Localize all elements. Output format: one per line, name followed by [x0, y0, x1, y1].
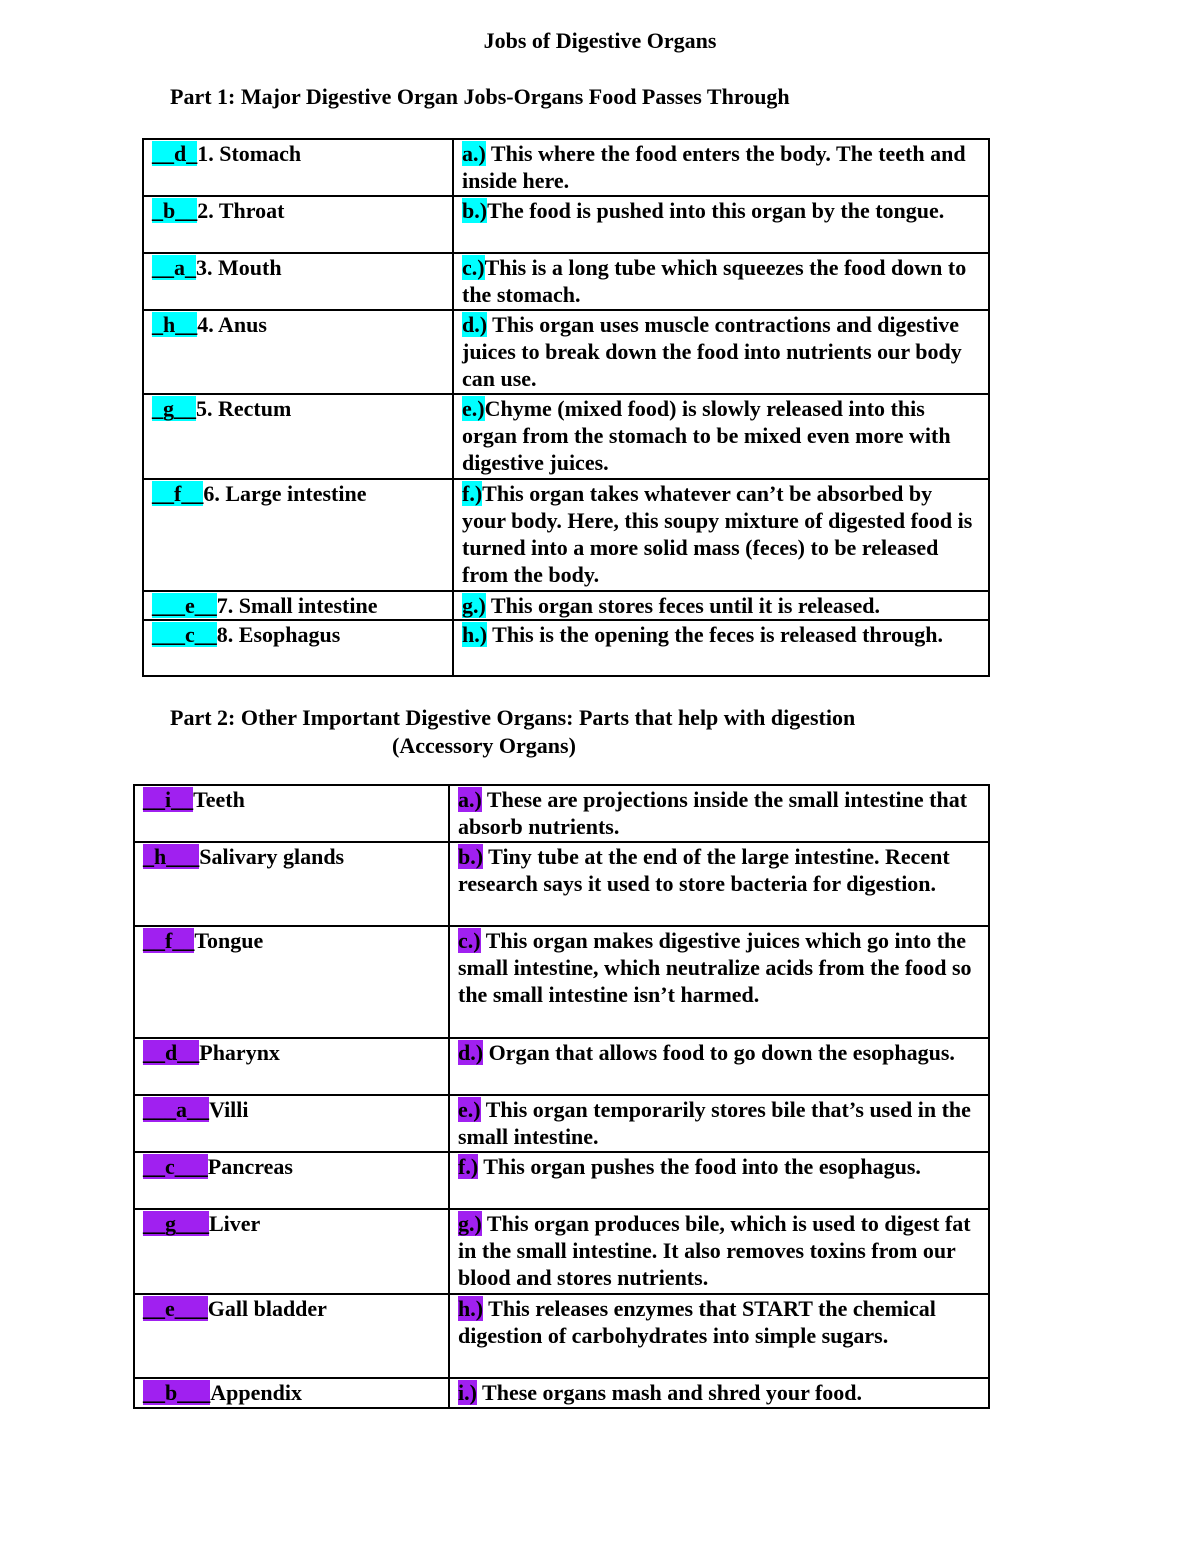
- organ-cell: [134, 926, 449, 1038]
- table-row: [143, 310, 989, 394]
- table-row: [134, 926, 989, 1038]
- option-letter: c.): [462, 255, 485, 280]
- option-letter: f.): [462, 481, 483, 506]
- option-description: This is a long tube which squeezes the food down to the stomach.: [462, 255, 967, 307]
- table-row: [134, 842, 989, 926]
- part1-table-body: [143, 139, 989, 676]
- option-description: The food is pushed into this organ by the tongue.: [487, 198, 945, 223]
- answer-blank[interactable]: __e___: [143, 1296, 208, 1321]
- option-description: Tiny tube at the end of the large intestine. Recent research says it used to store bacteria for digestion.: [458, 844, 950, 896]
- part1-heading: Part 1: Major Digestive Organ Jobs-Organs Food Passes Through: [170, 84, 790, 109]
- organ-label: 2. Throat: [197, 198, 285, 223]
- table-row: [143, 139, 989, 196]
- table-row: [134, 1038, 989, 1095]
- organ-label: 4. Anus: [197, 312, 267, 337]
- organ-cell: [134, 842, 449, 926]
- option-letter: f.): [458, 1154, 479, 1179]
- answer-blank[interactable]: ___e__: [152, 593, 217, 618]
- table-row: [134, 1095, 989, 1152]
- description-cell: [449, 785, 989, 842]
- answer-blank[interactable]: _g__: [152, 396, 196, 421]
- description-cell: [453, 310, 989, 394]
- option-letter: e.): [458, 1097, 481, 1122]
- organ-cell: [143, 620, 453, 676]
- organ-cell: [143, 394, 453, 479]
- table-row: [134, 1294, 989, 1378]
- option-description: This organ uses muscle contractions and digestive juices to break down the food into nutrients our body can use.: [462, 312, 962, 391]
- organ-label: 7. Small intestine: [216, 593, 378, 618]
- option-description: Organ that allows food to go down the esophagus.: [483, 1040, 955, 1065]
- page-title: Jobs of Digestive Organs: [483, 28, 717, 53]
- option-letter: i.): [458, 1380, 477, 1405]
- organ-cell: [134, 1209, 449, 1294]
- description-cell: [449, 1038, 989, 1095]
- organ-label: Appendix: [210, 1380, 302, 1405]
- option-description: Chyme (mixed food) is slowly released into this organ from the stomach to be mixed even more with digestive juices.: [462, 396, 951, 475]
- organ-label: Pancreas: [207, 1154, 293, 1179]
- organ-cell: [143, 253, 453, 310]
- organ-cell: [143, 310, 453, 394]
- description-cell: [453, 253, 989, 310]
- description-cell: [453, 591, 989, 620]
- answer-blank[interactable]: ___a__: [143, 1097, 209, 1122]
- answer-blank[interactable]: _b__: [152, 198, 198, 223]
- answer-blank[interactable]: __d__: [143, 1040, 200, 1065]
- table-row: [143, 196, 989, 253]
- organ-label: Gall bladder: [207, 1296, 327, 1321]
- answer-blank[interactable]: __g___: [143, 1211, 209, 1236]
- option-letter: g.): [462, 593, 486, 618]
- description-cell: [449, 842, 989, 926]
- organ-label: Pharynx: [199, 1040, 280, 1065]
- organ-label: 8. Esophagus: [216, 622, 341, 647]
- answer-blank[interactable]: __d_: [152, 141, 198, 166]
- option-letter: d.): [462, 312, 488, 337]
- part2-table: [133, 784, 990, 1409]
- organ-cell: [134, 1378, 449, 1408]
- option-description: This organ takes whatever can’t be absorbed by your body. Here, this soupy mixture of digested food is turned into a more solid mass (feces) to be released from the body.: [462, 481, 973, 587]
- answer-blank[interactable]: _h__: [152, 312, 198, 337]
- description-cell: [449, 1294, 989, 1378]
- organ-label: Teeth: [193, 787, 245, 812]
- part2-heading: [170, 704, 970, 760]
- organ-cell: [134, 1152, 449, 1209]
- description-cell: [453, 196, 989, 253]
- description-cell: [449, 1095, 989, 1152]
- organ-label: 6. Large intestine: [203, 481, 367, 506]
- option-description: This organ pushes the food into the esophagus.: [478, 1154, 921, 1179]
- option-letter: b.): [458, 844, 484, 869]
- organ-cell: [143, 479, 453, 591]
- organ-cell: [134, 1294, 449, 1378]
- option-letter: e.): [462, 396, 485, 421]
- organ-label: Liver: [209, 1211, 261, 1236]
- answer-blank[interactable]: ___c__: [152, 622, 217, 647]
- answer-blank[interactable]: __c___: [143, 1154, 208, 1179]
- option-description: These are projections inside the small intestine that absorb nutrients.: [458, 787, 968, 839]
- organ-cell: [134, 1095, 449, 1152]
- table-row: [143, 394, 989, 479]
- organ-cell: [134, 1038, 449, 1095]
- organ-label: 5. Rectum: [196, 396, 292, 421]
- part2-heading-line2: (Accessory Organs): [392, 733, 576, 758]
- option-description: This organ stores feces until it is released.: [485, 593, 880, 618]
- option-letter: g.): [458, 1211, 482, 1236]
- option-description: This organ produces bile, which is used to digest fat in the small intestine. It also removes toxins from our blood and stores nutrients.: [458, 1211, 971, 1290]
- description-cell: [453, 620, 989, 676]
- table-row: [134, 1378, 989, 1408]
- answer-blank[interactable]: __i__: [143, 787, 194, 812]
- table-row: [134, 785, 989, 842]
- part2-table-body: [134, 785, 989, 1408]
- organ-label: 1. Stomach: [197, 141, 302, 166]
- organ-label: Salivary glands: [199, 844, 345, 869]
- organ-label: Villi: [209, 1097, 249, 1122]
- part2-heading-line1: Part 2: Other Important Digestive Organs: Parts that help with digestion: [170, 705, 856, 730]
- description-cell: [449, 1152, 989, 1209]
- option-description: These organs mash and shred your food.: [476, 1380, 863, 1405]
- option-description: This organ makes digestive juices which go into the small intestine, which neutralize acids from the food so the small intestine isn’t harmed.: [458, 928, 972, 1007]
- option-letter: b.): [462, 198, 488, 223]
- option-description: This releases enzymes that START the chemical digestion of carbohydrates into simple sugars.: [458, 1296, 936, 1348]
- part1-table: [142, 138, 990, 677]
- description-cell: [449, 926, 989, 1038]
- option-letter: a.): [462, 141, 486, 166]
- table-row: [143, 620, 989, 676]
- organ-cell: [143, 591, 453, 620]
- table-row: [143, 253, 989, 310]
- option-letter: c.): [458, 928, 481, 953]
- option-letter: h.): [458, 1296, 484, 1321]
- option-letter: a.): [458, 787, 482, 812]
- organ-cell: [134, 785, 449, 842]
- description-cell: [449, 1209, 989, 1294]
- option-description: This is the opening the feces is released through.: [487, 622, 943, 647]
- table-row: [134, 1209, 989, 1294]
- answer-blank[interactable]: __b___: [143, 1380, 211, 1405]
- description-cell: [449, 1378, 989, 1408]
- organ-cell: [143, 196, 453, 253]
- option-description: This organ temporarily stores bile that’s used in the small intestine.: [458, 1097, 971, 1149]
- answer-blank[interactable]: __a_: [152, 255, 196, 280]
- description-cell: [453, 394, 989, 479]
- option-description: This where the food enters the body. The teeth and inside here.: [462, 141, 966, 193]
- description-cell: [453, 139, 989, 196]
- table-row: [143, 591, 989, 620]
- table-row: [134, 1152, 989, 1209]
- organ-label: 3. Mouth: [196, 255, 282, 280]
- table-row: [143, 479, 989, 591]
- description-cell: [453, 479, 989, 591]
- answer-blank[interactable]: _h___: [143, 844, 200, 869]
- option-letter: h.): [462, 622, 488, 647]
- option-letter: d.): [458, 1040, 484, 1065]
- organ-cell: [143, 139, 453, 196]
- answer-blank[interactable]: __f__: [143, 928, 195, 953]
- organ-label: Tongue: [194, 928, 264, 953]
- answer-blank[interactable]: __f__: [152, 481, 204, 506]
